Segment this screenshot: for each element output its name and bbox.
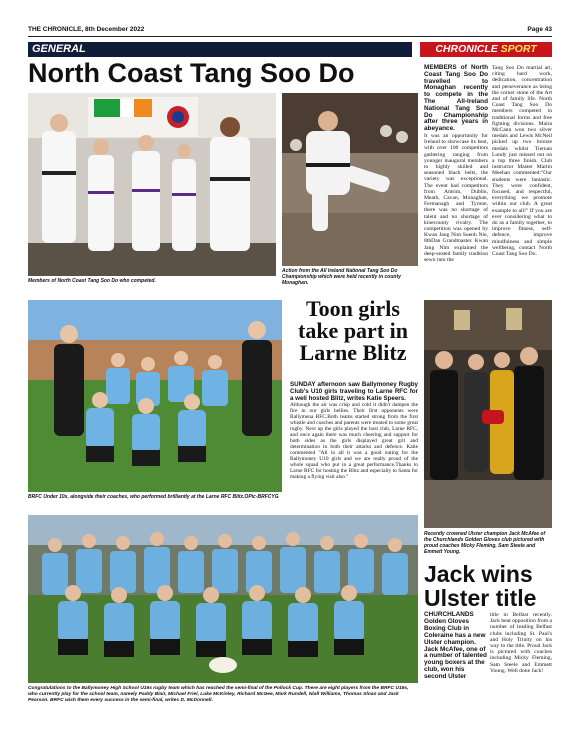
page-number: Page 43 (527, 26, 552, 33)
story4-caption: Congratulations to the Ballymoney High School U16s rugby team which has reached the semi-final of the Pollock Cup. There are eight players from the BRFC U16s, who currently play for the school team, namely Paddy Blair, Michael Friel, Luke McKinley, Richard McGee, Mark Rundell, Niall Williams, Thomas Sloan and Jack Pearson. BRFC wish them every success in the semi-final, writes D. McDonnell. (28, 686, 409, 703)
brand-main: CHRONICLE (435, 43, 498, 55)
story3-body: title in Belfast recently. Jack beat opposition from a number of leading Belfast clubs including St. Paul's and Holy Trinity on his way to the title. Proud Jack is pictured with coaches including Micky Fleming, Sam Steele and Emmett Young. Well done Jack! (490, 612, 552, 674)
story3-lead: CHURCHLANDS Golden Gloves Boxing Club in Coleraine has a new Ulster champion. Jack McAfee, one of a number of talented young boxers at the club, won his second Ulster (424, 611, 487, 681)
tangsoodo-group-photo (28, 93, 276, 276)
story3-headline-line2: Ulster title (424, 585, 537, 611)
rugby-girls-photo (28, 300, 282, 492)
brand-sport: SPORT (500, 43, 537, 55)
story2-headline-line3: Larne Blitz (299, 340, 407, 365)
rugby-team-photo (28, 515, 418, 683)
story3-caption: Recently crowned Ulster champion Jack McAfee of the Churchlands Golden Gloves club pictured with proud coaches Micky Fleming, Sam Steele and Emmett Young. (424, 531, 546, 555)
brand-logo (420, 42, 552, 57)
story2-headline-line2: take part in (298, 318, 408, 343)
section-label: GENERAL (28, 42, 412, 57)
story1-body1: It was an opportunity for Ireland to showcase its best, with over 100 competitors gathering ranging from younger inaugural members to highly skilled and seasoned black belts, the variety was exceptional. The event had competitors from Antrim, Dublin, Meath, Cavan, Monaghan, Fermanagh and Tyrone, there was no shortage of talent and no shortage of kinecounty rivalry. The competition was opened by Kwan Jang Nim Suenh Nie, 8thDan Grandmaster. Kwan Jang Nim explained the deep-seated family tradition sewn into the (424, 132, 488, 264)
story1-caption-side: Action from the All Ireland National Tang Soo Do Championship which were held recently in county Monaghan. (282, 268, 401, 286)
boxing-photo (424, 300, 552, 528)
story2-body: Although the air was crisp and cold it didn't dampen the fire in our girls bellies. Their first opponents were Ballymena RFC.Both teams started strong from the first whistle and coaches and parents were treated to some great rugby. Next up the girls played the host club, Larne RFC, and once again there was much cheering and support for both sides as the girls displayed great grit and determination in both their attacks and defence. Katie commented "All in all it was a good outing for the Ballymoney U10 girls and we are really proud of the whole squad who put in a great performance.Thanks to Larne RFC for hosting the Blitz and especially to Santa for making a flying visit also." (290, 402, 418, 481)
story3-headline-line1: Jack wins (424, 561, 533, 587)
story2-text (290, 382, 418, 480)
story1-caption-main: Members of North Coast Tang Soo Do who competed. (28, 278, 156, 284)
newspaper-dateline: THE CHRONICLE, 8th December 2022 (28, 26, 145, 33)
header-rule (28, 36, 552, 37)
story2-lead: SUNDAY afternoon saw Ballymoney Rugby Club's U10 girls traveling to Larne RFC for a well hosted Blitz, writes Katie Speers. (290, 381, 418, 402)
story2-caption: BRFC Under 10s, alongside their coaches, who performed brilliantly at the Larne RFC Blitz.OPic-BRFCYG (28, 494, 279, 500)
story1-column1 (424, 65, 488, 263)
story1-column2: Tang Soo Do martial art, citing hard work, dedication, concentration and perseverance as being the corner stone of the Art and of family life. North Coast Tang Soo Do members competed in traditional forms and free fighting divisions. Maira McCann won two silver medals and Lewis McNeil picked up two bronze medals whilst Tiernan Lundy just missed out on a top three finish. Club instructor Master Martin Meehan commented:"Our students were fantastic. They were confident, focused, and respectful, everything we promote within our club. A great example to all!" If you are ever considering what to do as a family together, to improve fitness, self-defence, improve mindfulness and simple wellbeing, contact North Coast Tang Soo Do. (492, 65, 552, 258)
story1-headline: North Coast Tang Soo Do (28, 58, 355, 88)
story3-headline (424, 562, 554, 610)
story1-lead: MEMBERS of North Coast Tang Soo Do travelled to Monaghan recently to compete in the The All-Ireland National Tang Soo Do Championship after three years in abeyance. (424, 64, 488, 133)
story2-headline-line1: Toon girls (306, 296, 400, 321)
story2-headline (288, 298, 418, 364)
tangsoodo-action-photo (282, 93, 418, 266)
